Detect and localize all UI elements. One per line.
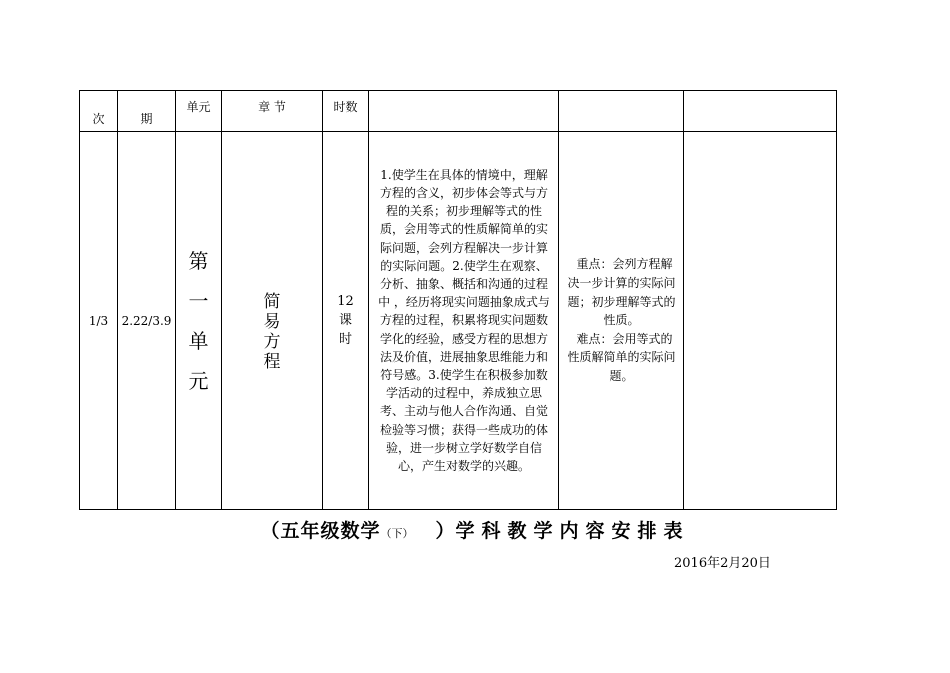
document-title: （五年级数学（下） ）学科教学内容安排表 [260,520,690,542]
header-remark [684,91,837,132]
cell-chapter: 简 易 方 程 [222,132,323,510]
header-chapter: 章 节 [222,91,323,132]
cell-unit: 第 一 单 元 [176,132,222,510]
header-index: 次 [80,91,118,132]
cell-index: 1/3 [80,132,118,510]
header-hours: 时数 [323,91,369,132]
teaching-schedule-table [79,90,837,510]
document-date: 2016年2月20日 [674,556,771,571]
cell-teaching-goals: 1.使学生在具体的情境中，理解方程的含义，初步体会等式与方程的关系；初步理解等式的性质，会用等式的性质解简单的实际问题，会列方程解决一步计算的实际问题。2.使学生在观察、分析、抽象、概括和沟通的过程中 ，经历将现实问题抽象成式与方程的过程，积累将现实问题数学化的经验，感受方程的思想方法及价值，进展抽象思维能力和符号感。3.使学生在积极参加数学活动的过程中，养成独立思考、主动与他人合作沟通、自觉检验等习惯；获得一些成功的体验，进一步树立学好数学自信心，产生对数学的兴趣。 [369,132,559,510]
cell-hours: 12 课 时 [323,132,369,510]
cell-period: 2.22/3.9 [118,132,176,510]
header-period: 期 [118,91,176,132]
difficulty: 难点：会用等式的性质解简单的实际问题。 [567,331,676,383]
table-header-row [80,91,837,132]
cell-remark [684,132,837,510]
table-row [80,132,837,510]
cell-key-difficulty [559,132,684,510]
header-goals [369,91,559,132]
header-unit: 单元 [176,91,222,132]
header-keys [559,91,684,132]
key-point: 重点：会列方程解决一步计算的实际问题；初步理解等式的性质。 [567,257,676,328]
